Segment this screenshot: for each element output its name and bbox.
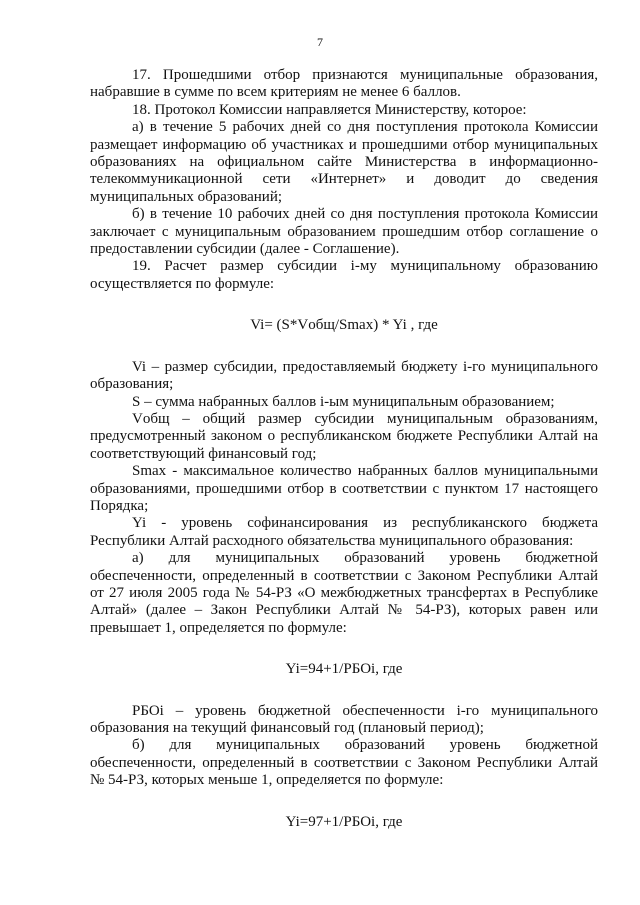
definition-s: S – сумма набранных баллов i-ым муниципальным образованием; [132, 393, 555, 410]
definition-rbo: РБОi – уровень бюджетной обеспеченности i-го муниципального образования на текущий финансовый год (плановый период); [90, 702, 598, 736]
formula-subsidy: Vi= (S*Vобщ/Smax) * Yi , где [250, 317, 438, 334]
page-number: 7 [317, 35, 323, 49]
case-b: б) для муниципальных образований уровень бюджетной обеспеченности, определенный в соответствии с Законом Республики Алтай № 54-РЗ, которых меньше 1, определяется по формуле: [90, 737, 598, 789]
paragraph-19: 19. Расчет размер субсидии i-му муниципальному образованию осуществляется по формуле: [90, 258, 598, 292]
formula-yi-b: Yi=97+1/РБОi, где [285, 813, 403, 830]
paragraph-18: 18. Протокол Комиссии направляется Министерству, которое: [132, 101, 527, 118]
definition-yi: Yi - уровень софинансирования из республиканского бюджета Республики Алтай расходного обязательства муниципального образования: [90, 515, 598, 549]
paragraph-18-b: б) в течение 10 рабочих дней со дня поступления протокола Комиссии заключает с муниципальным образованием прошедшим отбор соглашение о предоставлении субсидии (далее - Соглашение). [90, 206, 598, 258]
case-a: а) для муниципальных образований уровень бюджетной обеспеченности, определенный в соответствии с Законом Республики Алтай от 27 июля 2005 года № 54-РЗ «О межбюджетных трансфертах в Республике Алтай» (далее – Закон Республики Алтай № 54-РЗ), которых равен или превышает 1, определяется по формуле: [90, 550, 598, 636]
formula-yi-a: Yi=94+1/РБОi, где [285, 661, 403, 678]
definition-vi: Vi – размер субсидии, предоставляемый бюджету i-го муниципального образования; [90, 358, 598, 393]
document-body [90, 67, 598, 831]
definition-vobsh: Vобщ – общий размер субсидии муниципальным образованиям, предусмотренный законом о республиканском бюджете Республики Алтай на соответствующий финансовый год; [90, 410, 598, 462]
paragraph-17: 17. Прошедшими отбор признаются муниципальные образования, набравшие в сумме по всем критериям не менее 6 баллов. [90, 67, 598, 101]
definition-smax: Smax - максимальное количество набранных баллов муниципальными образованиями, прошедшими отбор в соответствии с пунктом 17 настоящего Порядка; [90, 463, 598, 514]
paragraph-18-a: а) в течение 5 рабочих дней со дня поступления протокола Комиссии размещает информацию об участниках и прошедшими отбор муниципальных образованиях на официальном сайте Министерства в информационно-телекоммуникационной сети «Интернет» и доводит до сведения муниципальных образований; [90, 119, 598, 205]
